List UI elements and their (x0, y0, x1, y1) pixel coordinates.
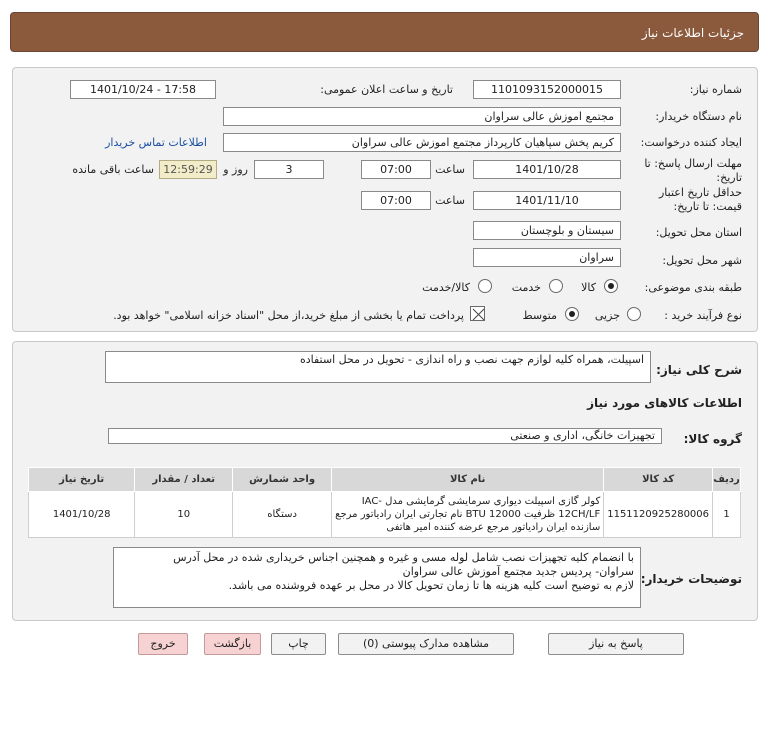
buyer-notes-label: توضیحات خریدار: (640, 572, 742, 586)
buyer-notes-line-3: لازم به توضیح است کلیه هزینه ها تا زمان تحویل کالا در محل بر عهده فروشنده می باشد. (228, 579, 634, 592)
reply-button[interactable]: پاسخ به نیاز (548, 633, 684, 655)
col-date-header: تاریخ نیاز (29, 468, 135, 492)
reply-time-label: ساعت (435, 163, 465, 176)
back-button[interactable]: بازگشت (204, 633, 261, 655)
contact-info-link[interactable]: اطلاعات تماس خریدار (105, 136, 207, 149)
page-title: جزئیات اطلاعات نیاز (641, 26, 744, 40)
buyer-notes-line-2: سراوان- پردیس جدید مجتمع آموزش عالی سراوان (402, 565, 634, 578)
col-name-header: نام کالا (332, 468, 604, 492)
days-label: روز و (223, 163, 248, 176)
validity-label: حداقل تاریخ اعتبار قیمت: تا تاریخ: (658, 186, 742, 213)
announce-field: 1401/10/24 - 17:58 (70, 80, 216, 99)
city-label: شهر محل تحویل: (662, 254, 742, 267)
reply-deadline-label: مهلت ارسال پاسخ: تا تاریخ: (644, 157, 742, 184)
col-row-header: ردیف (713, 468, 741, 492)
category-radio-service[interactable] (549, 279, 563, 293)
exit-button[interactable]: خروج (138, 633, 188, 655)
col-unit-header: واحد شمارش (233, 468, 332, 492)
need-number-field: 1101093152000015 (473, 80, 621, 99)
validity-date-field: 1401/11/10 (473, 191, 621, 210)
goods-group-field: تجهیزات خانگی، اداری و صنعتی (108, 428, 662, 444)
process-radio-medium[interactable] (565, 307, 579, 321)
checkbox-cross-icon (471, 307, 486, 322)
buyer-org-label: نام دستگاه خریدار: (655, 110, 742, 123)
cell-qty: 10 (135, 492, 233, 538)
category-radio-goods-service[interactable] (478, 279, 492, 293)
cell-unit: دستگاه (233, 492, 332, 538)
requester-label: ایجاد کننده درخواست: (640, 136, 742, 149)
treasury-payment-checkbox[interactable] (470, 306, 485, 321)
category-option-service: خدمت (511, 281, 541, 294)
need-number-label: شماره نیاز: (689, 83, 742, 96)
province-field: سیستان و بلوچستان (473, 221, 621, 240)
reply-date-field: 1401/10/28 (473, 160, 621, 179)
buyer-notes-field (113, 547, 641, 608)
goods-section-title: اطلاعات کالاهای مورد نیاز (587, 396, 742, 410)
cell-name: کولر گازی اسپیلت دیواری سرمایشی گرمایشی مدل IAC-12CH/LF ظرفیت BTU 12000 نام تجارتی ایران رادیاتور مرجع سازنده ایران رادیاتور مرجع عرضه کننده امیر هاتفی (332, 492, 604, 538)
validity-time-label: ساعت (435, 194, 465, 207)
category-option-goods-service: کالا/خدمت (422, 281, 470, 294)
validity-time-field: 07:00 (361, 191, 431, 210)
city-field: سراوان (473, 248, 621, 267)
category-option-goods: کالا (581, 281, 596, 294)
col-qty-header: تعداد / مقدار (135, 468, 233, 492)
reply-time-field: 07:00 (361, 160, 431, 179)
cell-row: 1 (713, 492, 741, 538)
announce-label: تاریخ و ساعت اعلان عمومی: (320, 83, 453, 96)
process-option-medium: متوسط (522, 309, 557, 322)
process-option-minor: جزیی (594, 309, 620, 322)
cell-date: 1401/10/28 (29, 492, 135, 538)
process-radio-minor[interactable] (627, 307, 641, 321)
table-header-row (29, 468, 741, 492)
summary-field: اسپیلت، همراه کلیه لوازم جهت نصب و راه اندازی - تحویل در محل استفاده (105, 351, 651, 383)
page-header (10, 12, 759, 52)
buyer-notes-line-1: با انضمام کلیه تجهیزات نصب شامل لوله مسی و غیره و همچنین اجناس خریداری شده در محل آدرس (173, 551, 634, 564)
remaining-time-label: ساعت باقی مانده (72, 163, 154, 176)
attachments-button[interactable]: مشاهده مدارک پیوستی (0) (338, 633, 514, 655)
requester-field: کریم پخش سپاهیان کارپرداز مجتمع اموزش عالی سراوان (223, 133, 621, 152)
category-label: طبقه بندی موضوعی: (644, 281, 742, 294)
province-label: استان محل تحویل: (655, 226, 742, 239)
table-row (29, 492, 741, 538)
summary-label: شرح کلی نیاز: (656, 363, 742, 377)
col-code-header: کد کالا (604, 468, 713, 492)
cell-code: 1151120925280006 (604, 492, 713, 538)
print-button[interactable]: چاپ (271, 633, 326, 655)
days-field: 3 (254, 160, 324, 179)
process-label: نوع فرآیند خرید : (664, 309, 742, 322)
remaining-time-field: 12:59:29 (159, 160, 217, 179)
goods-group-label: گروه کالا: (683, 432, 742, 446)
category-radio-goods[interactable] (604, 279, 618, 293)
treasury-payment-note: پرداخت تمام یا بخشی از مبلغ خرید،از محل "اسناد خزانه اسلامی" خواهد بود. (113, 309, 464, 322)
goods-table (28, 467, 741, 538)
buyer-org-field: مجتمع اموزش عالی سراوان (223, 107, 621, 126)
